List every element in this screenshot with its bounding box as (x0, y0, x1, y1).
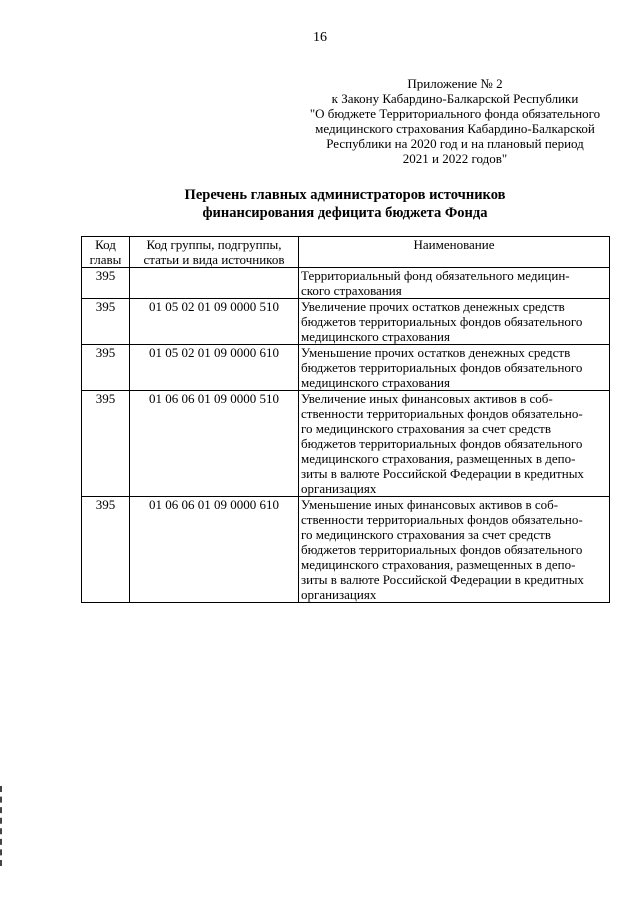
cell-name-line: зиты в валюте Российской Федерации в кредитных (301, 466, 584, 481)
cell-name-line: го медицинского страхования за счет средств (301, 527, 551, 542)
cell-name (299, 268, 610, 299)
scan-margin-marks (0, 786, 5, 866)
cell-name-line: Уменьшение иных финансовых активов в соб- (301, 497, 559, 512)
cell-name-line: зиты в валюте Российской Федерации в кредитных (301, 572, 584, 587)
appendix-header (290, 76, 620, 166)
cell-name-line: организациях (301, 587, 377, 602)
appendix-line: Приложение № 2 (407, 76, 503, 91)
title-line: Перечень главных администраторов источников (184, 187, 506, 203)
appendix-line: к Закону Кабардино-Балкарской Республики (331, 91, 579, 106)
cell-name-line: Территориальный фонд обязательного медицин- (301, 268, 570, 283)
cell-name-line: го медицинского страхования за счет средств (301, 421, 551, 436)
header-source-code (130, 237, 299, 268)
cell-name-line: Уменьшение прочих остатков денежных средств (301, 345, 571, 360)
appendix-line: 2021 и 2022 годов" (402, 151, 508, 166)
appendix-line: "О бюджете Территориального фонда обязательного (309, 106, 601, 121)
table-body (82, 268, 610, 603)
cell-name-line: ственности территориальных фондов обязательно- (301, 512, 583, 527)
title-line: финансирования дефицита бюджета Фонда (202, 205, 488, 221)
cell-name (299, 497, 610, 603)
table-row (82, 391, 610, 497)
cell-name-line: ственности территориальных фондов обязательно- (301, 406, 583, 421)
administrators-table (81, 236, 610, 603)
table-header-row (82, 237, 610, 268)
cell-name (299, 391, 610, 497)
cell-name-line: Увеличение прочих остатков денежных средств (301, 299, 565, 314)
appendix-line: медицинского страхования Кабардино-Балкарской (315, 121, 595, 136)
cell-name-line: медицинского страхования, размещенных в депо- (301, 451, 576, 466)
cell-name-line: организациях (301, 481, 377, 496)
cell-chapter-code: 395 (82, 345, 130, 391)
cell-name (299, 345, 610, 391)
header-code-line: Код (95, 237, 116, 252)
cell-source-code (130, 268, 299, 299)
cell-name-line: Увеличение иных финансовых активов в соб- (301, 391, 553, 406)
cell-name-line: бюджетов территориальных фондов обязательного (301, 314, 583, 329)
cell-source-code: 01 06 06 01 09 0000 610 (130, 497, 299, 603)
header-code (82, 237, 130, 268)
cell-chapter-code: 395 (82, 268, 130, 299)
cell-source-code: 01 05 02 01 09 0000 510 (130, 299, 299, 345)
cell-name-line: бюджетов территориальных фондов обязательного (301, 436, 583, 451)
cell-name-line: ского страхования (301, 283, 402, 298)
header-source-line: статьи и вида источников (143, 252, 285, 267)
cell-chapter-code: 395 (82, 299, 130, 345)
header-name: Наименование (299, 237, 610, 268)
cell-source-code: 01 05 02 01 09 0000 610 (130, 345, 299, 391)
cell-name-line: бюджетов территориальных фондов обязательного (301, 360, 583, 375)
cell-name-line: медицинского страхования, размещенных в депо- (301, 557, 576, 572)
table-row (82, 268, 610, 299)
cell-chapter-code: 395 (82, 391, 130, 497)
document-title (80, 186, 610, 222)
appendix-line: Республики на 2020 год и на плановый период (326, 136, 584, 151)
cell-source-code: 01 06 06 01 09 0000 510 (130, 391, 299, 497)
page-number: 16 (313, 30, 327, 45)
header-code-line: главы (89, 252, 122, 267)
table-row (82, 497, 610, 603)
table-row (82, 299, 610, 345)
table-row (82, 345, 610, 391)
cell-name-line: медицинского страхования (301, 329, 450, 344)
cell-name-line: медицинского страхования (301, 375, 450, 390)
cell-chapter-code: 395 (82, 497, 130, 603)
header-source-line: Код группы, подгруппы, (146, 237, 282, 252)
cell-name-line: бюджетов территориальных фондов обязательного (301, 542, 583, 557)
cell-name (299, 299, 610, 345)
